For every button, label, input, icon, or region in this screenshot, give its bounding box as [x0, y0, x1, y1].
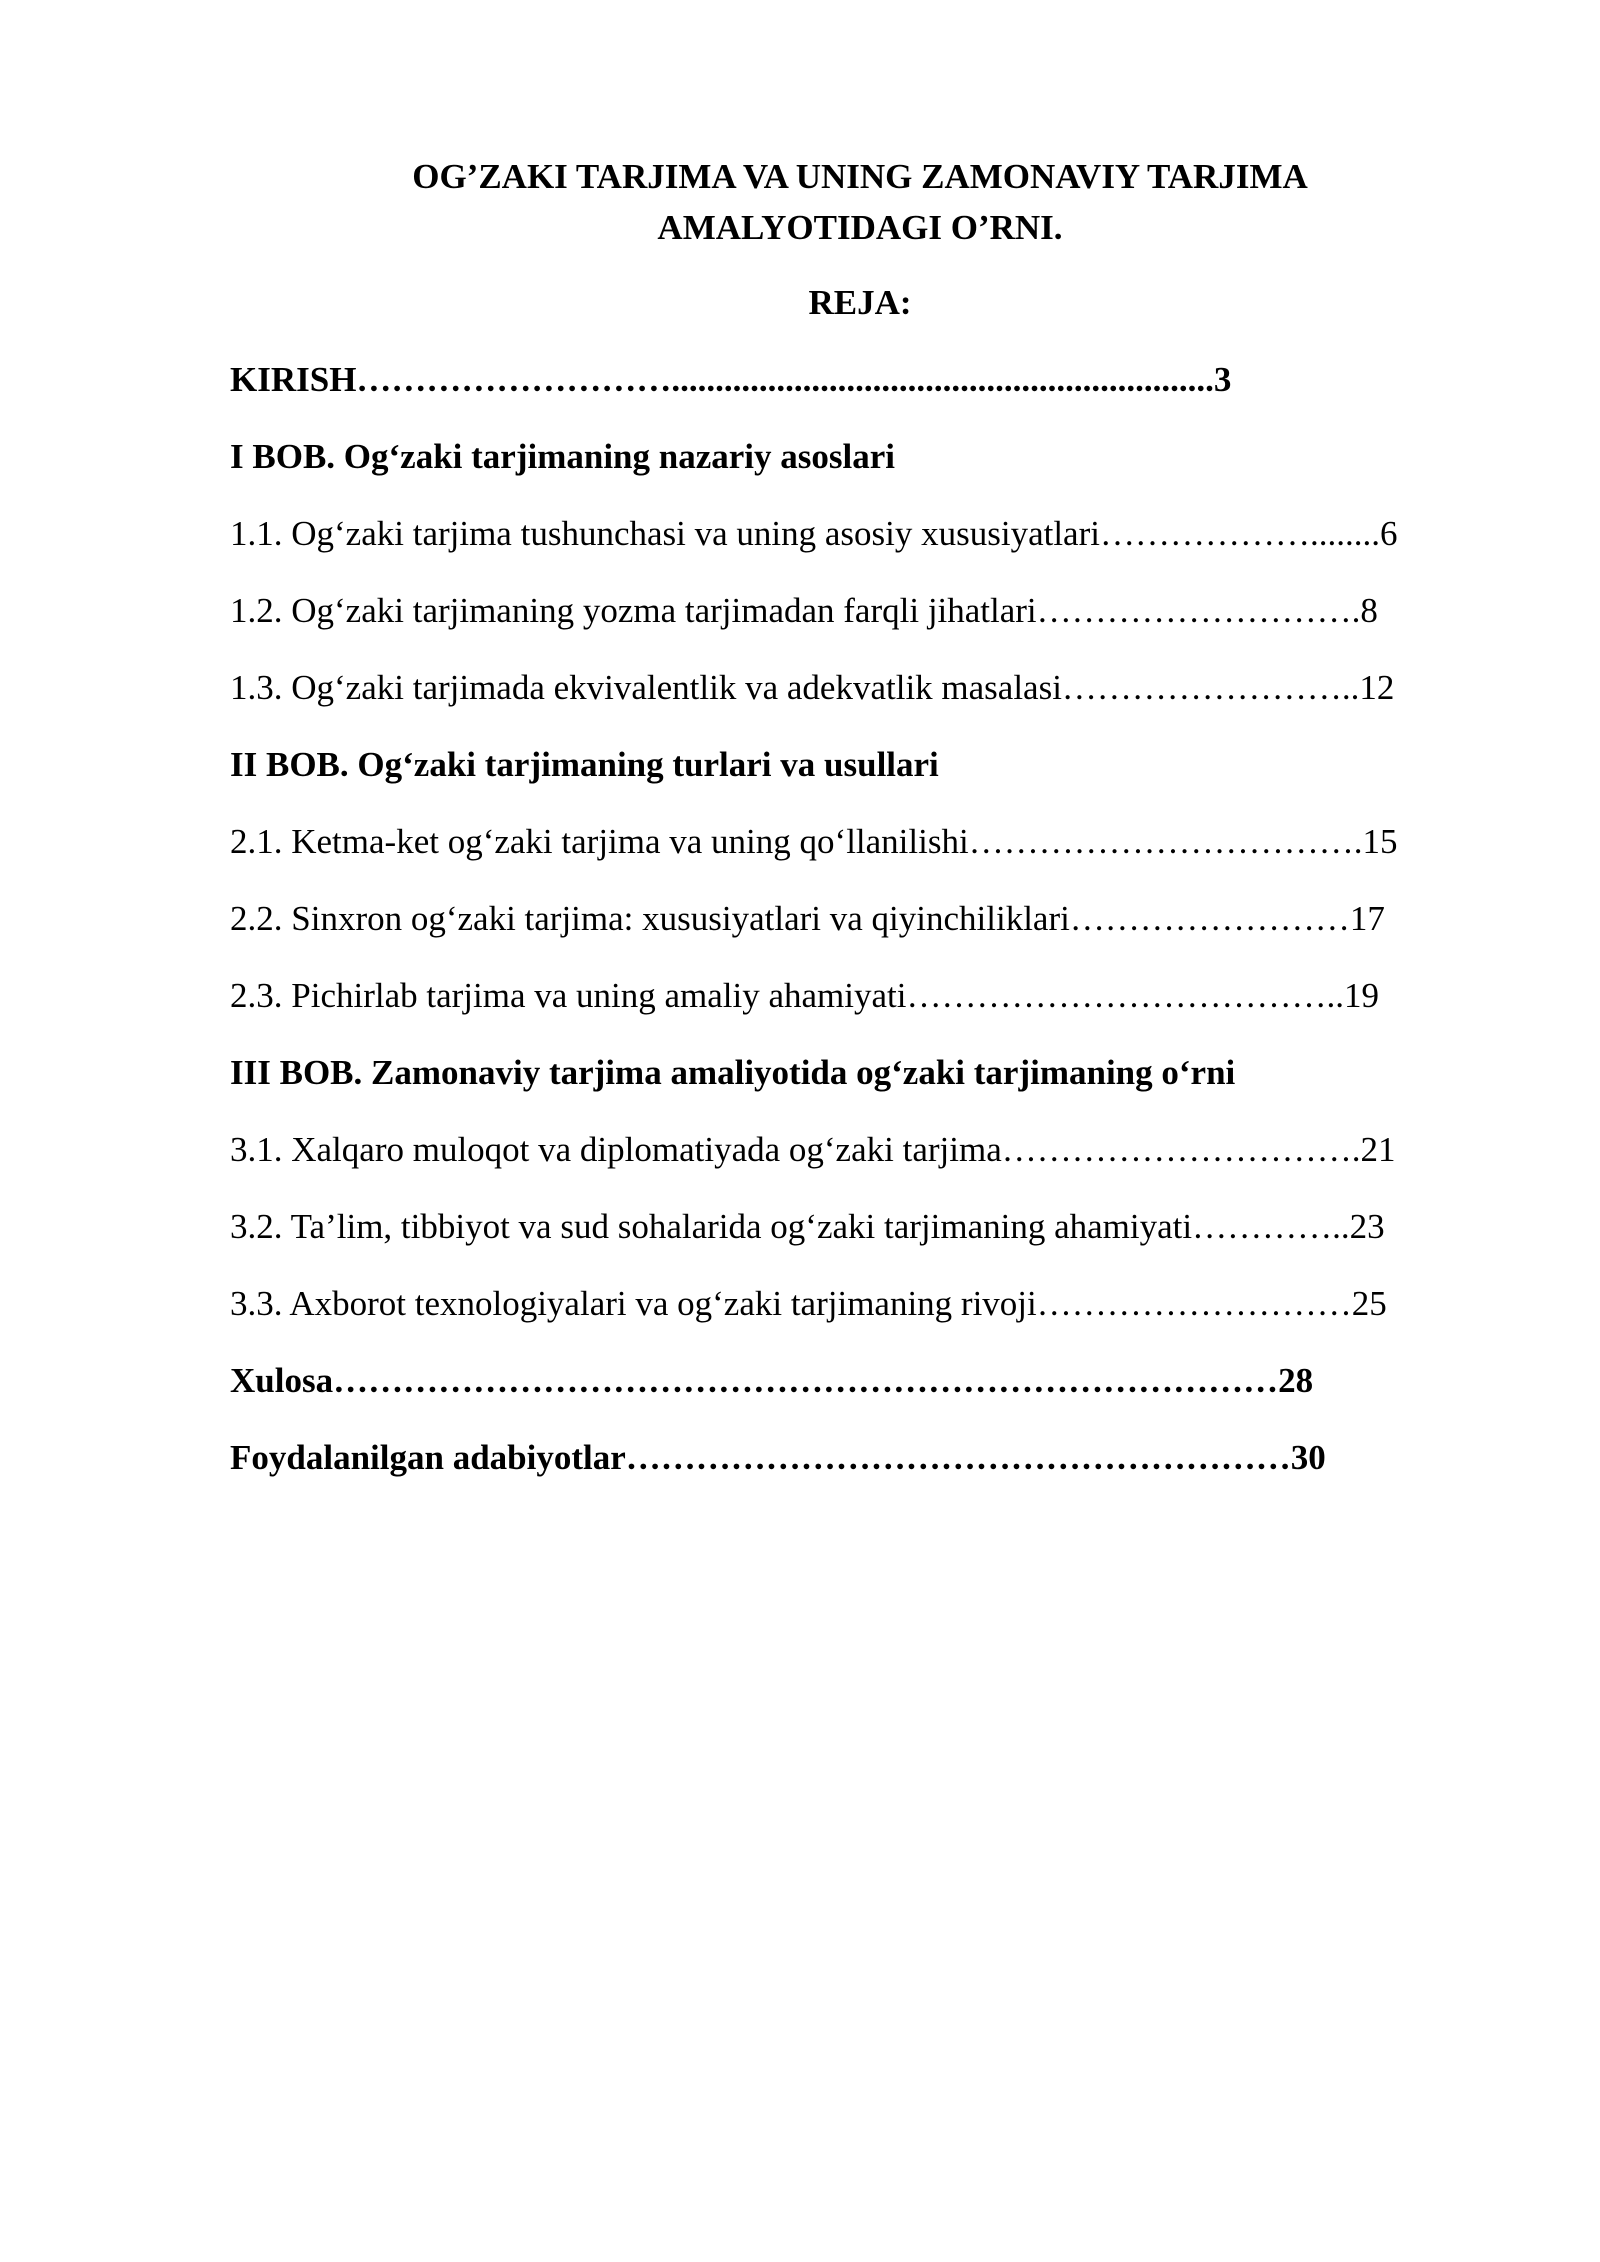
- toc-entry: 2.1. Ketma-ket og‘zaki tarjima va uning qo‘llanilishi…………………………….15: [230, 822, 1398, 861]
- toc-entry: 1.1. Og‘zaki tarjima tushunchasi va uning asosiy xususiyatlari………………........6: [230, 514, 1398, 553]
- toc-entry: 3.2. Ta’lim, tibbiyot va sud sohalarida og‘zaki tarjimaning ahamiyati…………..23: [230, 1207, 1385, 1246]
- toc-entry: 3.3. Axborot texnologiyalari va og‘zaki tarjimaning rivoji………………………25: [230, 1284, 1387, 1323]
- toc-entry: KIRISH………………………..............................................................3: [230, 360, 1232, 399]
- table-of-contents: [230, 359, 1530, 1514]
- plan-heading: REJA:: [808, 283, 912, 322]
- toc-entry: Foydalanilgan adabiyotlar…………………………………………………30: [230, 1438, 1326, 1477]
- toc-entry: 2.2. Sinxron og‘zaki tarjima: xususiyatlari va qiyinchiliklari……………………17: [230, 899, 1385, 938]
- title-line-1: OG’ZAKI TARJIMA VA UNING ZAMONAVIY TARJIMA: [412, 157, 1308, 196]
- toc-entry: III BOB. Zamonaviy tarjima amaliyotida og‘zaki tarjimaning o‘rni: [230, 1053, 1236, 1092]
- toc-entry: 2.3. Pichirlab tarjima va uning amaliy ahamiyati………………………………..19: [230, 976, 1379, 1015]
- toc-entry: II BOB. Og‘zaki tarjimaning turlari va usullari: [230, 745, 939, 784]
- toc-entry: 3.1. Xalqaro muloqot va diplomatiyada og‘zaki tarjima………………………….21: [230, 1130, 1396, 1169]
- toc-entry: 1.2. Og‘zaki tarjimaning yozma tarjimadan farqli jihatlari……………………….8: [230, 591, 1378, 630]
- toc-entry: 1.3. Og‘zaki tarjimada ekvivalentlik va adekvatlik masalasi……………………..12: [230, 668, 1395, 707]
- toc-entry: Xulosa………………………………………………………………………28: [230, 1361, 1314, 1400]
- toc-entry: I BOB. Og‘zaki tarjimaning nazariy asoslari: [230, 437, 895, 476]
- title-line-2: AMALYOTIDAGI O’RNI.: [657, 208, 1063, 247]
- document-title: [330, 151, 1390, 253]
